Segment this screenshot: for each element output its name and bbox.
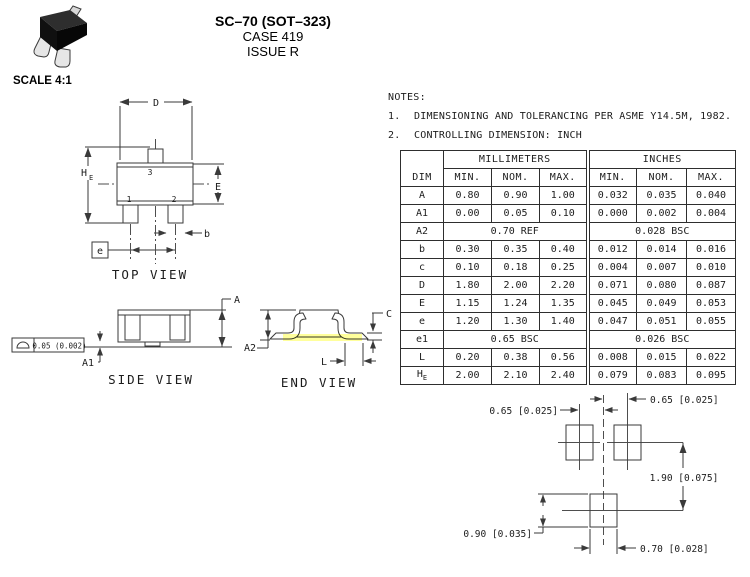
- table-group-header-row: [401, 151, 736, 169]
- table-row: [401, 241, 736, 259]
- table-row: [401, 295, 736, 313]
- value-cell: 0.095: [687, 367, 736, 385]
- value-cell: 0.012: [588, 241, 637, 259]
- table-row: [401, 205, 736, 223]
- dim-label-e: e: [96, 246, 104, 257]
- table-row: [401, 187, 736, 205]
- pin2-pad: [168, 205, 183, 223]
- column-group-inches: INCHES: [588, 151, 736, 169]
- value-cell: 0.014: [637, 241, 687, 259]
- table-header-row: [401, 169, 736, 187]
- value-cell: 0.18: [492, 259, 540, 277]
- column-header: MIN.: [588, 169, 637, 187]
- footprint-labels: [463, 395, 718, 555]
- pin3-pad: [148, 149, 163, 163]
- dim-cell: b: [401, 241, 444, 259]
- notes-heading: NOTES:: [388, 92, 426, 103]
- value-cell: 2.40: [540, 367, 588, 385]
- lead-right: [170, 315, 185, 340]
- footprint-pads: [566, 425, 641, 527]
- column-header: MAX.: [687, 169, 736, 187]
- value-cell: 0.028 BSC: [588, 223, 736, 241]
- lead-center-foot: [145, 342, 160, 346]
- value-cell: 0.051: [637, 313, 687, 331]
- value-cell: 0.56: [540, 349, 588, 367]
- table-row: [401, 367, 736, 385]
- dim-table-body: [401, 187, 736, 385]
- value-cell: 0.35: [492, 241, 540, 259]
- dim-cell: A: [401, 187, 444, 205]
- value-cell: 0.90: [492, 187, 540, 205]
- solder-footprint-drawing: [450, 390, 750, 570]
- value-cell: 0.007: [637, 259, 687, 277]
- column-header: NOM.: [637, 169, 687, 187]
- pitch-left-value: 0.65 [0.025]: [489, 406, 558, 417]
- note-text: DIMENSIONING AND TOLERANCING PER ASME Y14.5M, 1982.: [414, 111, 732, 122]
- pin3-number: 3: [147, 168, 153, 177]
- value-cell: 0.008: [588, 349, 637, 367]
- dim-label-h-sub: E: [89, 174, 94, 182]
- value-cell: 2.20: [540, 277, 588, 295]
- value-cell: 0.022: [687, 349, 736, 367]
- table-row: [401, 259, 736, 277]
- table-row: [401, 349, 736, 367]
- value-cell: 1.15: [444, 295, 492, 313]
- value-cell: 1.35: [540, 295, 588, 313]
- dim-label-l: L: [320, 357, 327, 368]
- value-cell: 1.24: [492, 295, 540, 313]
- value-cell: 0.30: [444, 241, 492, 259]
- end-view-drawing: [240, 295, 402, 397]
- value-cell: 0.071: [588, 277, 637, 295]
- value-cell: 0.032: [588, 187, 637, 205]
- top-view-title: TOP VIEW: [111, 267, 189, 282]
- note-number: 1.: [388, 111, 401, 122]
- table-row: [401, 331, 736, 349]
- end-view-title: END VIEW: [280, 375, 358, 390]
- pad-width-value: 0.70 [0.028]: [640, 544, 709, 555]
- scale-label: SCALE 4:1: [13, 75, 72, 87]
- table-row: [401, 223, 736, 241]
- row-spacing-value: 1.90 [0.075]: [649, 473, 719, 484]
- top-view-drawing: [80, 92, 350, 286]
- table-row: [401, 277, 736, 295]
- value-cell: 0.053: [687, 295, 736, 313]
- value-cell: 0.002: [637, 205, 687, 223]
- pitch-right-value: 0.65 [0.025]: [650, 395, 719, 406]
- value-cell: 0.10: [444, 259, 492, 277]
- dim-cell: D: [401, 277, 444, 295]
- column-header: NOM.: [492, 169, 540, 187]
- dim-cell: e: [401, 313, 444, 331]
- value-cell: 0.083: [637, 367, 687, 385]
- pin1-pad: [123, 205, 138, 223]
- column-header-dim: DIM: [401, 151, 444, 187]
- seating-highlight: [283, 334, 362, 341]
- value-cell: 0.70 REF: [444, 223, 588, 241]
- value-cell: 0.016: [687, 241, 736, 259]
- note-item: [388, 130, 731, 141]
- dim-cell: $H_E$: [401, 367, 444, 385]
- value-cell: 0.080: [637, 277, 687, 295]
- value-cell: 0.05: [492, 205, 540, 223]
- value-cell: 0.40: [540, 241, 588, 259]
- dim-label-a1: A1: [82, 358, 95, 369]
- value-cell: 0.20: [444, 349, 492, 367]
- pin2-number: 2: [171, 195, 177, 204]
- table-row: [401, 313, 736, 331]
- value-cell: 0.65 BSC: [444, 331, 588, 349]
- dim-cell: L: [401, 349, 444, 367]
- pad-height-value: 0.90 [0.035]: [463, 529, 532, 540]
- value-cell: 0.80: [444, 187, 492, 205]
- flatness-value: 0.05 (0.002): [32, 341, 87, 351]
- note-number: 2.: [388, 130, 401, 141]
- value-cell: 0.047: [588, 313, 637, 331]
- dim-label-e-cap: E: [214, 182, 222, 193]
- issue-revision: ISSUE R: [246, 44, 299, 59]
- value-cell: 0.25: [540, 259, 588, 277]
- value-cell: 0.004: [588, 259, 637, 277]
- title-block: [158, 13, 388, 59]
- value-cell: 0.38: [492, 349, 540, 367]
- top-view-body: [117, 149, 193, 223]
- value-cell: 1.40: [540, 313, 588, 331]
- value-cell: 0.049: [637, 295, 687, 313]
- value-cell: 0.045: [588, 295, 637, 313]
- value-cell: 0.010: [687, 259, 736, 277]
- value-cell: 0.055: [687, 313, 736, 331]
- value-cell: 0.015: [637, 349, 687, 367]
- dim-label-a2: A2: [243, 343, 256, 354]
- value-cell: 2.10: [492, 367, 540, 385]
- side-view-title: SIDE VIEW: [108, 372, 194, 387]
- value-cell: 2.00: [444, 367, 492, 385]
- flatness-callout: [12, 338, 87, 352]
- dim-label-h: H: [81, 168, 88, 179]
- page-title: SC–70 (SOT–323): [215, 13, 331, 29]
- value-cell: 0.087: [687, 277, 736, 295]
- dim-cell: c: [401, 259, 444, 277]
- value-cell: 0.026 BSC: [588, 331, 736, 349]
- dim-cell: E: [401, 295, 444, 313]
- side-view-drawing: [8, 288, 252, 394]
- pin1-number: 1: [126, 195, 132, 204]
- value-cell: 0.10: [540, 205, 588, 223]
- side-view-body: [84, 310, 232, 347]
- dim-cell: A1: [401, 205, 444, 223]
- value-cell: 1.00: [540, 187, 588, 205]
- value-cell: 1.30: [492, 313, 540, 331]
- dim-cell: A2: [401, 223, 444, 241]
- dim-cell: e1: [401, 331, 444, 349]
- note-item: [388, 111, 731, 122]
- column-header: MAX.: [540, 169, 588, 187]
- value-cell: 0.004: [687, 205, 736, 223]
- column-group-millimeters: MILLIMETERS: [444, 151, 588, 169]
- dimension-table: [400, 150, 736, 385]
- dim-label-d: D: [152, 98, 160, 109]
- value-cell: 0.079: [588, 367, 637, 385]
- value-cell: 0.000: [588, 205, 637, 223]
- dim-label-a: A: [234, 295, 241, 306]
- lead-left: [125, 315, 140, 340]
- dim-label-b: b: [204, 229, 211, 240]
- column-header: MIN.: [444, 169, 492, 187]
- value-cell: 0.035: [637, 187, 687, 205]
- value-cell: 0.00: [444, 205, 492, 223]
- value-cell: 1.20: [444, 313, 492, 331]
- note-text: CONTROLLING DIMENSION: INCH: [414, 130, 582, 141]
- case-number: CASE 419: [242, 29, 304, 44]
- value-cell: 1.80: [444, 277, 492, 295]
- package-3d-icon: [10, 4, 102, 76]
- notes-block: [388, 92, 731, 149]
- value-cell: 0.040: [687, 187, 736, 205]
- value-cell: 2.00: [492, 277, 540, 295]
- dim-label-c: C: [386, 309, 393, 320]
